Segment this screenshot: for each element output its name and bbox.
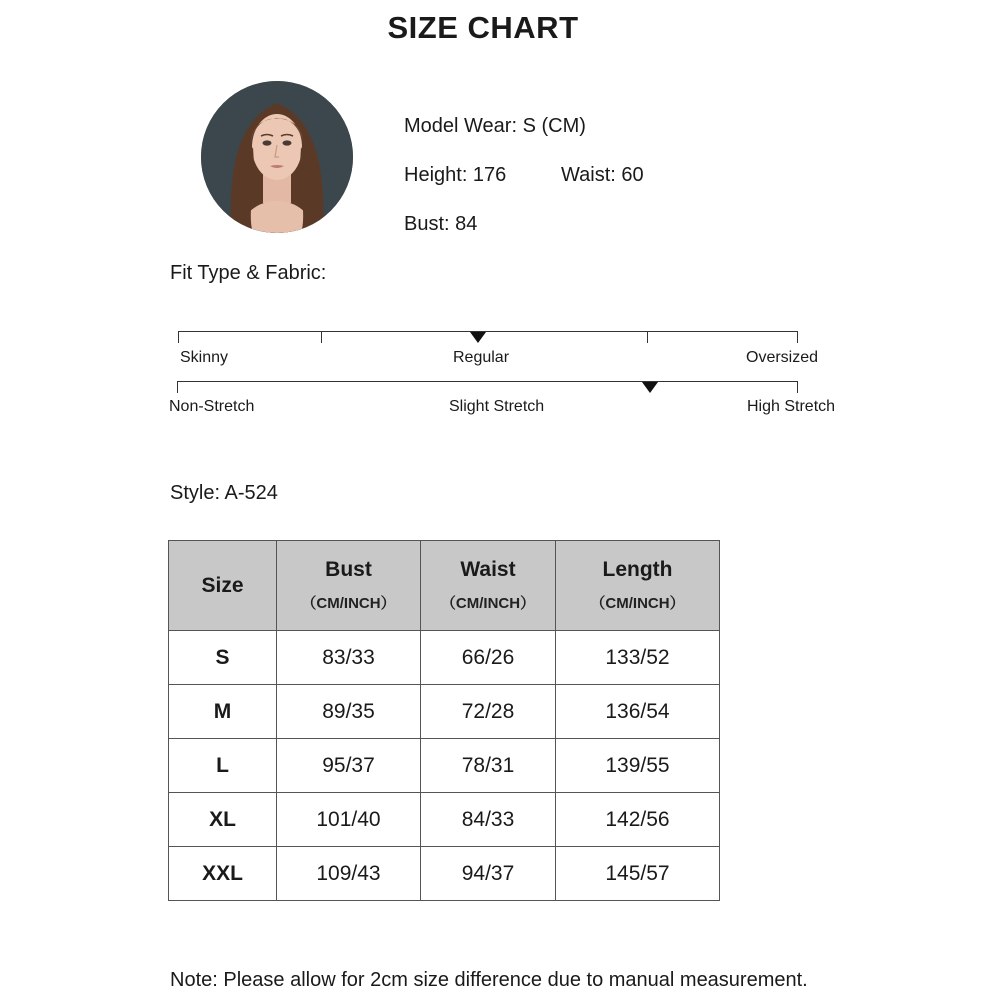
fit-scale-tick [647,331,648,343]
stretch-scale-tick [797,381,798,393]
model-waist-text: Waist: 60 [561,164,644,186]
header-size-label: Size [201,573,244,597]
waist-cell: 78/31 [421,739,556,793]
size-table [168,540,720,901]
fit-scale-tick [797,331,798,343]
length-cell: 136/54 [556,685,720,739]
fit-label-oversized: Oversized [746,349,819,366]
size-cell: XXL [169,847,277,901]
stretch-label-non: Non-Stretch [169,398,255,415]
fit-scale-tick [321,331,322,343]
header-waist-unit: （CM/INCH） [440,595,536,612]
length-cell: 145/57 [556,847,720,901]
size-cell: L [169,739,277,793]
bust-cell: 83/33 [277,631,421,685]
header-length-unit: （CM/INCH） [590,595,685,612]
fit-scale-line [178,331,798,332]
page-title: SIZE CHART [387,10,579,45]
stretch-label-high: High Stretch [747,398,836,415]
bust-cell: 95/37 [277,739,421,793]
bust-cell: 89/35 [277,685,421,739]
stretch-scale-tick [177,381,178,393]
waist-cell: 66/26 [421,631,556,685]
table-row [169,793,720,847]
waist-cell: 84/33 [421,793,556,847]
table-row [169,685,720,739]
stretch-selected-marker-icon [642,382,658,393]
table-row [169,631,720,685]
fit-fabric-label: Fit Type & Fabric: [170,262,327,284]
bust-cell: 109/43 [277,847,421,901]
stretch-label-slight: Slight Stretch [449,398,545,415]
length-cell: 139/55 [556,739,720,793]
header-waist-label: Waist [460,558,516,581]
fit-scale-tick [178,331,179,343]
table-row [169,739,720,793]
bust-cell: 101/40 [277,793,421,847]
header-size [169,541,277,631]
waist-cell: 94/37 [421,847,556,901]
waist-cell: 72/28 [421,685,556,739]
header-length [556,541,720,631]
header-bust-unit: （CM/INCH） [301,595,396,612]
size-cell: M [169,685,277,739]
header-bust-label: Bust [325,558,372,581]
table-row [169,847,720,901]
stretch-scale-line [177,381,798,382]
header-bust [277,541,421,631]
header-waist [421,541,556,631]
fit-label-skinny: Skinny [180,349,229,366]
fit-label-regular: Regular [453,349,510,366]
model-bust-text: Bust: 84 [404,213,478,235]
measurement-note: Note: Please allow for 2cm size difference due to manual measurement. [170,969,808,991]
model-height-text: Height: 176 [404,164,507,186]
fit-selected-marker-icon [470,332,486,343]
model-photo [201,81,353,233]
length-cell: 133/52 [556,631,720,685]
size-cell: XL [169,793,277,847]
length-cell: 142/56 [556,793,720,847]
header-length-label: Length [602,558,673,581]
model-portrait-illustration [201,81,353,233]
style-label: Style: A-524 [170,482,278,504]
size-cell: S [169,631,277,685]
table-header-row [169,541,720,631]
model-wear-text: Model Wear: S (CM) [404,115,586,137]
